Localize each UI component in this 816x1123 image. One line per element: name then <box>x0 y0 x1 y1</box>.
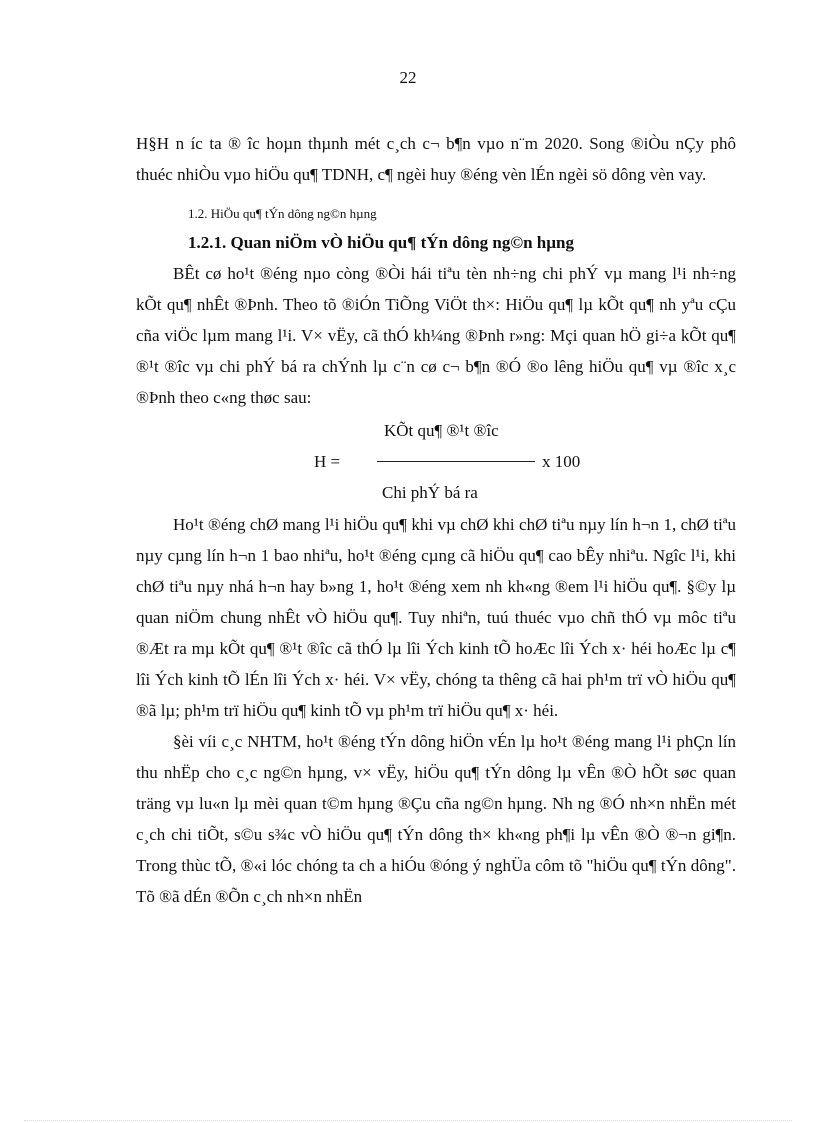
formula-numerator: KÕt qu¶ ®¹t ®îc <box>384 421 499 440</box>
page-number: 22 <box>399 68 417 87</box>
subsection-title: 1.2.1. Quan niÖm vÒ hiÖu qu¶ tÝn dông ng©n hµng <box>188 233 574 252</box>
paragraph-intro: H§H n íc ta ® îc hoµn thµnh mét c¸ch c¬ b¶n vµo n¨m 2020. Song ®iÒu nÇy phô thuéc nhiÒu vµo hiÖu qu¶ TDNH, c¶ ngèi huy ®éng vèn lÉn ngèi sö dông vèn vay. <box>136 134 736 184</box>
paragraph-nhtm: §èi víi c¸c NHTM, ho¹t ®éng tÝn dông hiÖn vÉn lµ ho¹t ®éng mang l¹i phÇn lín thu nhËp cho c¸c ng©n hµng, v× vËy, hiÖu qu¶ tÝn dông lµ vÊn ®Ò hÕt søc quan träng vµ lu«n lµ mèi quan t©m hµng ®Çu cña ng©n hµng. Nh ng ®Ó nh×n nhËn mét c¸ch chi tiÕt, s©u s¾c vÒ hiÖu qu¶ tÝn dông th× kh«ng ph¶i lµ vÊn ®Ò ®¬n gi¶n. Trong thùc tÕ, ®«i lóc chóng ta ch a hiÓu ®óng ý nghÜa côm tõ "hiÖu qu¶ tÝn dông". Tõ ®ã dÉn ®Õn c¸ch nh×n nhËn <box>136 732 736 906</box>
paragraph-definition: BÊt cø ho¹t ®éng nµo còng ®Òi hái tiªu tèn nh÷ng chi phÝ vµ mang l¹i nh÷ng kÕt qu¶ nhÊt ®Þnh. Theo tõ ®iÓn TiÕng ViÖt th×: HiÖu qu¶ lµ kÕt qu¶ nh yªu cÇu cña viÖc lµm mang l¹i. V× vËy, cã thÓ kh¼ng ®Þnh r»ng: Mçi quan hÖ gi÷a kÕt qu¶ ®¹t ®îc vµ chi phÝ bá ra chÝnh lµ c¨n cø c¬ b¶n ®Ó ®o lêng hiÖu qu¶ vµ ®îc x¸c ®Þnh theo c«ng thøc sau: <box>136 264 736 407</box>
formula-lhs: H = <box>314 452 341 471</box>
page-bottom-divider <box>24 1120 792 1121</box>
document-body <box>136 128 736 912</box>
formula-multiplier: x 100 <box>542 452 581 471</box>
fraction-bar <box>377 461 535 462</box>
section-title: 1.2. HiÖu qu¶ tÝn dông ng©n hµng <box>188 206 377 221</box>
formula-denominator: Chi phÝ bá ra <box>382 483 478 502</box>
paragraph-interpretation: Ho¹t ®éng chØ mang l¹i hiÖu qu¶ khi vµ chØ khi chØ tiªu nµy lín h¬n 1, chØ tiªu nµy cµng lín h¬n 1 bao nhiªu, ho¹t ®éng cµng cã hiÖu qu¶ cao bÊy nhiªu. Ngîc l¹i, khi chØ tiªu nµy nhá h¬n hay b»ng 1, ho¹t ®éng xem nh kh«ng ®em l¹i hiÖu qu¶. §©y lµ quan niÖm chung nhÊt vÒ hiÖu qu¶. Tuy nhiªn, tuú thuéc vµo chñ thÓ vµ môc tiªu ®Æt ra mµ kÕt qu¶ ®¹t ®îc cã thÓ lµ lîi Ých kinh tÕ hoÆc lîi Ých x· héi hoÆc lµ c¶ lîi Ých kinh tÕ lÉn lîi Ých x· héi. V× vËy, chóng ta thêng cã hai ph¹m trï vÒ hiÖu qu¶ ®ã lµ; ph¹m trï hiÖu qu¶ kinh tÕ vµ ph¹m trï hiÖu qu¶ x· héi. <box>136 515 736 720</box>
efficiency-formula <box>136 415 736 509</box>
